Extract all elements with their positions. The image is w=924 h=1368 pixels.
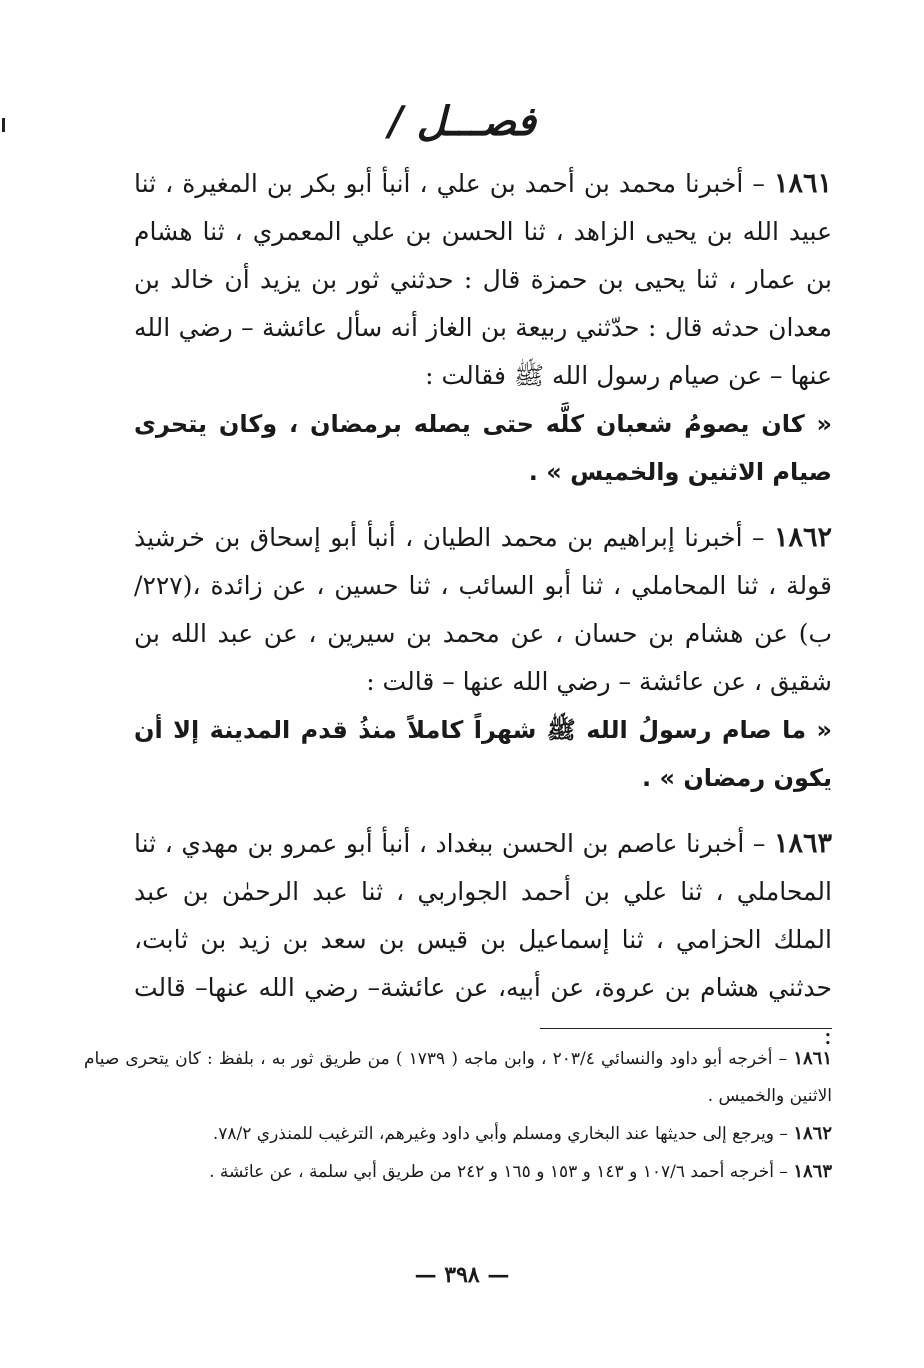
footnote-number: ١٨٦٣ <box>793 1161 832 1182</box>
footnote-1862 <box>84 1115 832 1153</box>
hadith-isnad: – أخبرنا محمد بن أحمد بن علي ، أنبأ أبو بكر بن المغيرة ، ثنا عبيد الله بن يحيى الزاهد ، ثنا الحسن بن علي المعمري ، ثنا هشام بن عمار ، ثنا يحيى بن حمزة قال : حدثني ثور بن يزيد أن خالد بن معدان حدثه قال : حدّثني ربيعة بن الغاز أنه سأل عائشة – رضي الله عنها – عن صيام رسول الله ﷺ فقالت : <box>134 169 832 390</box>
hadith-1861 <box>134 160 832 496</box>
section-heading: فصـــل / <box>388 98 536 145</box>
footnote-divider <box>540 1028 832 1029</box>
footnote-1863 <box>84 1153 832 1191</box>
hadith-number: ١٨٦٣ <box>773 828 832 859</box>
footnote-text: – أخرجه أحمد ١٠٧/٦ و ١٤٣ و ١٥٣ و ١٦٥ و ٢٤٢ من طريق أبي سلمة ، عن عائشة . <box>209 1162 794 1182</box>
main-text <box>134 160 832 1078</box>
hadith-1863 <box>134 820 832 1060</box>
hadith-1862 <box>134 514 832 802</box>
hadith-number: ١٨٦١ <box>773 168 832 199</box>
footnote-text: – أخرجه أبو داود والنسائي ٢٠٣/٤ ، وابن ماجه ( ١٧٣٩ ) من طريق ثور به ، بلفظ : كان يتحرى صيام الاثنين والخميس . <box>84 1049 832 1106</box>
footnote-number: ١٨٦١ <box>793 1048 832 1069</box>
hadith-matn: « ما صام رسولُ الله ﷺ شهراً كاملاً منذُ قدم المدينة إلا أن يكون رمضان » . <box>134 716 832 792</box>
page-number: — ٣٩٨ — <box>414 1262 510 1288</box>
footnote-number: ١٨٦٢ <box>793 1123 832 1144</box>
footnote-text: – ويرجع إلى حديثها عند البخاري ومسلم وأبي داود وغيرهم، الترغيب للمنذري ٧٨/٢. <box>212 1124 794 1144</box>
hadith-number: ١٨٦٢ <box>773 522 832 553</box>
footnote-1861 <box>84 1040 832 1115</box>
hadith-isnad: – أخبرنا عاصم بن الحسن ببغداد ، أنبأ أبو عمرو بن مهدي ، ثنا المحاملي ، ثنا علي بن أحمد الجواربي ، ثنا عبد الرحمٰن بن عبد الملك الحزامي ، ثنا إسماعيل بن قيس بن سعد بن زيد بن ثابت، حدثني هشام بن عروة، عن أبيه، عن عائشة– رضي الله عنها– قالت : <box>134 829 832 1050</box>
hadith-matn: « كان يصومُ شعبان كلَّه حتى يصله برمضان ، وكان يتحرى صيام الاثنين والخميس » . <box>134 410 832 486</box>
footnotes <box>84 1040 832 1191</box>
hadith-isnad: – أخبرنا إبراهيم بن محمد الطيان ، أنبأ أبو إسحاق بن خرشيذ قولة ، ثنا المحاملي ، ثنا أبو السائب ، ثنا حسين ، عن زائدة ،(٢٢٧/ب) عن هشام بن حسان ، عن محمد بن سيرين ، عن عبد الله بن شقيق ، عن عائشة – رضي الله عنها – قالت : <box>134 523 832 696</box>
